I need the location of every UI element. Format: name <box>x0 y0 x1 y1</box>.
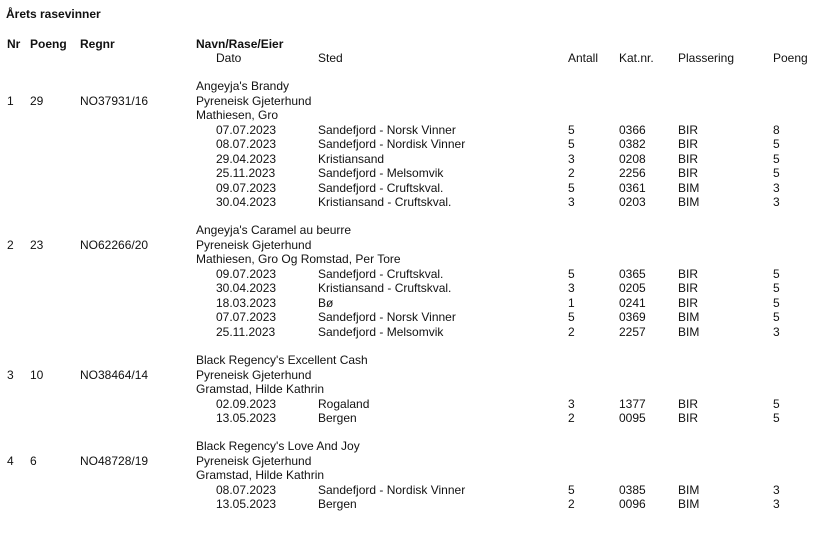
result-katnr: 0369 <box>619 310 646 325</box>
result-katnr: 0361 <box>619 180 646 195</box>
result-katnr: 0208 <box>619 151 646 166</box>
dog-breed: Pyreneisk Gjeterhund <box>196 367 312 382</box>
result-plassering: BIR <box>678 123 699 137</box>
dog-breed: Pyreneisk Gjeterhund <box>196 237 312 252</box>
result-antall: 5 <box>568 180 575 195</box>
result-dato: 18.03.2023 <box>216 295 277 310</box>
result-dato: 13.05.2023 <box>216 411 277 426</box>
result-sted: Sandefjord - Cruftskval. <box>318 180 444 195</box>
result-plassering: BIM <box>678 180 700 195</box>
result-sted: Bø <box>318 295 334 310</box>
result-dato: 25.11.2023 <box>216 166 276 181</box>
result-sted: Sandefjord - Melsomvik <box>318 324 444 339</box>
result-poeng: 5 <box>773 397 780 411</box>
result-antall: 2 <box>568 497 575 512</box>
entry-nr: 2 <box>7 237 14 252</box>
dog-name: Black Regency's Excellent Cash <box>196 353 368 367</box>
result-plassering: BIR <box>678 411 699 426</box>
result-poeng: 5 <box>773 310 780 325</box>
result-plassering: BIR <box>678 166 699 181</box>
result-row <box>0 123 830 137</box>
result-sted: Kristiansand - Cruftskval. <box>318 195 452 209</box>
result-sted: Rogaland <box>318 397 370 411</box>
result-row <box>0 411 830 425</box>
result-sted: Kristiansand - Cruftskval. <box>318 281 452 296</box>
subheader-plassering: Plassering <box>678 51 735 65</box>
header-regnr: Regnr <box>80 37 115 51</box>
result-plassering: BIR <box>678 295 699 310</box>
result-dato: 07.07.2023 <box>216 123 277 137</box>
result-sted: Sandefjord - Melsomvik <box>318 166 444 181</box>
result-sted: Sandefjord - Norsk Vinner <box>318 123 456 137</box>
result-katnr: 2257 <box>619 324 646 339</box>
result-antall: 3 <box>568 151 575 166</box>
entry-nr: 4 <box>7 453 14 468</box>
entry-poeng: 6 <box>30 453 37 468</box>
subheader-poeng: Poeng <box>773 51 808 65</box>
entry-nr: 3 <box>7 367 14 382</box>
subheader-dato: Dato <box>216 51 242 65</box>
entry-regnr: NO62266/20 <box>80 237 149 252</box>
result-katnr: 0203 <box>619 195 646 209</box>
result-poeng: 5 <box>773 137 780 152</box>
result-row <box>0 181 830 195</box>
result-antall: 2 <box>568 166 575 181</box>
result-poeng: 3 <box>773 180 780 195</box>
result-dato: 30.04.2023 <box>216 195 277 209</box>
result-katnr: 2256 <box>619 166 646 181</box>
subheader-antall: Antall <box>568 51 599 65</box>
result-row <box>0 267 830 281</box>
result-poeng: 5 <box>773 166 780 181</box>
result-katnr: 0385 <box>619 483 646 497</box>
result-katnr: 0382 <box>619 137 646 152</box>
dog-breed: Pyreneisk Gjeterhund <box>196 93 312 108</box>
header-navn-rase-eier: Navn/Rase/Eier <box>196 37 284 51</box>
entry-regnr: NO48728/19 <box>80 453 149 468</box>
dog-owner: Mathiesen, Gro <box>196 108 279 122</box>
result-antall: 5 <box>568 310 575 325</box>
entry-regnr: NO38464/14 <box>80 367 149 382</box>
result-row <box>0 137 830 151</box>
dog-breed: Pyreneisk Gjeterhund <box>196 453 312 468</box>
result-antall: 2 <box>568 324 575 339</box>
result-poeng: 5 <box>773 281 780 296</box>
result-plassering: BIM <box>678 324 700 339</box>
result-dato: 13.05.2023 <box>216 497 277 512</box>
result-katnr: 0241 <box>619 295 646 310</box>
result-antall: 2 <box>568 411 575 426</box>
result-row <box>0 310 830 324</box>
result-poeng: 5 <box>773 267 780 281</box>
header-nr: Nr <box>7 37 21 51</box>
result-plassering: BIR <box>678 151 699 166</box>
result-plassering: BIR <box>678 267 699 281</box>
result-row <box>0 166 830 180</box>
result-row <box>0 281 830 295</box>
result-poeng: 5 <box>773 295 780 310</box>
result-dato: 25.11.2023 <box>216 324 276 339</box>
result-dato: 30.04.2023 <box>216 281 277 296</box>
result-row <box>0 497 830 511</box>
result-katnr: 0366 <box>619 123 646 137</box>
dog-name: Black Regency's Love And Joy <box>196 439 360 453</box>
result-dato: 29.04.2023 <box>216 151 277 166</box>
result-antall: 5 <box>568 123 575 137</box>
dog-owner: Gramstad, Hilde Kathrin <box>196 468 325 482</box>
result-dato: 08.07.2023 <box>216 137 277 152</box>
result-antall: 5 <box>568 267 575 281</box>
result-row <box>0 296 830 310</box>
dog-owner: Gramstad, Hilde Kathrin <box>196 382 325 396</box>
entry-nr: 1 <box>7 93 14 108</box>
result-antall: 1 <box>568 295 575 310</box>
result-poeng: 3 <box>773 195 780 209</box>
entry-poeng: 23 <box>30 237 44 252</box>
subheader-katnr: Kat.nr. <box>619 51 654 65</box>
result-plassering: BIM <box>678 483 700 497</box>
result-antall: 3 <box>568 281 575 296</box>
result-plassering: BIR <box>678 137 699 152</box>
dog-name: Angeyja's Caramel au beurre <box>196 223 352 237</box>
result-poeng: 3 <box>773 483 780 497</box>
result-poeng: 3 <box>773 497 780 512</box>
result-plassering: BIM <box>678 497 700 512</box>
result-plassering: BIM <box>678 310 700 325</box>
dog-name: Angeyja's Brandy <box>196 79 290 93</box>
result-antall: 3 <box>568 397 575 411</box>
result-dato: 09.07.2023 <box>216 267 277 281</box>
entry-poeng: 10 <box>30 367 44 382</box>
result-poeng: 8 <box>773 123 780 137</box>
result-antall: 3 <box>568 195 575 209</box>
result-poeng: 5 <box>773 151 780 166</box>
result-poeng: 3 <box>773 324 780 339</box>
result-antall: 5 <box>568 137 575 152</box>
dog-owner: Mathiesen, Gro Og Romstad, Per Tore <box>196 252 401 266</box>
result-sted: Sandefjord - Norsk Vinner <box>318 310 456 325</box>
header-poeng: Poeng <box>30 37 67 51</box>
result-plassering: BIR <box>678 281 699 296</box>
result-katnr: 0096 <box>619 497 646 512</box>
result-dato: 08.07.2023 <box>216 483 277 497</box>
result-sted: Sandefjord - Nordisk Vinner <box>318 483 466 497</box>
result-katnr: 0365 <box>619 267 646 281</box>
result-row <box>0 195 830 209</box>
entry-poeng: 29 <box>30 93 44 108</box>
result-sted: Sandefjord - Cruftskval. <box>318 267 444 281</box>
result-sted: Bergen <box>318 411 357 426</box>
result-row <box>0 325 830 339</box>
result-dato: 07.07.2023 <box>216 310 277 325</box>
result-row <box>0 152 830 166</box>
result-plassering: BIR <box>678 397 699 411</box>
result-antall: 5 <box>568 483 575 497</box>
result-sted: Bergen <box>318 497 357 512</box>
result-plassering: BIM <box>678 195 700 209</box>
result-row <box>0 483 830 497</box>
result-row <box>0 397 830 411</box>
result-katnr: 1377 <box>619 397 646 411</box>
result-sted: Sandefjord - Nordisk Vinner <box>318 137 466 152</box>
page-title: Årets rasevinner <box>6 7 101 21</box>
result-dato: 09.07.2023 <box>216 180 277 195</box>
result-dato: 02.09.2023 <box>216 397 277 411</box>
subheader-sted: Sted <box>318 51 343 65</box>
result-katnr: 0205 <box>619 281 646 296</box>
result-katnr: 0095 <box>619 411 646 426</box>
entry-regnr: NO37931/16 <box>80 93 149 108</box>
result-sted: Kristiansand <box>318 151 385 166</box>
result-poeng: 5 <box>773 411 780 426</box>
